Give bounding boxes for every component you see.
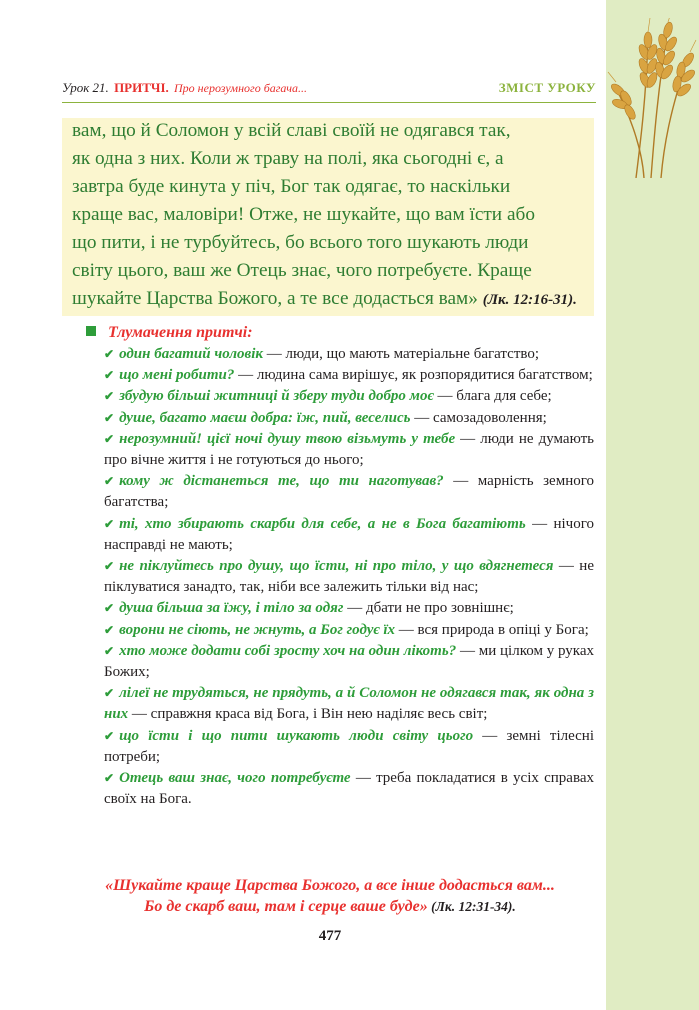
quote-reference: (Лк. 12:16-31). — [482, 292, 577, 308]
item-text: — вся природа в опіці у Бога; — [395, 621, 589, 638]
item-key: що їсти і що пити шукають люди світу цього — [119, 727, 474, 744]
list-item — [104, 429, 594, 471]
quote-line: світу цього, ваш же Отець знає, чого потребуєте. Краще — [72, 260, 532, 281]
green-square-icon — [86, 326, 96, 336]
list-item — [104, 726, 594, 768]
checkmark-icon: ✔ — [104, 431, 115, 446]
list-item — [104, 386, 594, 407]
checkmark-icon: ✔ — [104, 601, 115, 616]
closing-quote — [0, 875, 660, 917]
item-text: — блага для себе; — [433, 388, 552, 405]
closing-quote-text: Бо де скарб ваш, там і серце ваше буде» — [144, 898, 428, 915]
interpretation-heading — [86, 324, 253, 342]
item-text: — дбати не про зовнішнє; — [343, 600, 514, 617]
item-text: — треба покладатися в усіх справах своїх на Бога. — [104, 770, 594, 808]
closing-quote-line-2 — [0, 896, 660, 917]
checkmark-icon: ✔ — [104, 771, 115, 786]
lesson-title — [62, 80, 307, 96]
interpretation-list — [104, 344, 594, 810]
interpretation-title: Тлумачення притчі: — [108, 324, 253, 341]
section-label: ЗМІСТ УРОКУ — [498, 80, 596, 95]
item-key: Отець ваш знає, чого потребуєте — [119, 770, 351, 787]
item-text: — самозадоволення; — [410, 409, 547, 426]
checkmark-icon: ✔ — [104, 643, 115, 658]
item-text: — марність земного багатства; — [104, 473, 594, 511]
checkmark-icon: ✔ — [104, 347, 115, 361]
item-text: — нічого насправді не мають; — [104, 515, 594, 553]
lesson-number: Урок 21. — [62, 80, 109, 95]
quote-line: завтра буде кинута у піч, Бог так одягає, то наскільки — [72, 176, 511, 197]
list-item — [104, 408, 594, 429]
list-item — [104, 471, 594, 513]
item-text: — людина сама вирішує, як розпорядитися багатством; — [234, 367, 593, 384]
page-number: 477 — [318, 928, 342, 944]
quote-line — [72, 288, 577, 310]
checkmark-icon: ✔ — [104, 474, 115, 489]
quote-line: що пити, і не турбуйтесь, бо всього того шукають люди — [72, 232, 529, 253]
lesson-topic: ПРИТЧІ. — [114, 80, 169, 95]
checkmark-icon: ✔ — [104, 516, 115, 531]
closing-quote-reference: (Лк. 12:31-34). — [427, 899, 516, 914]
item-text: — люди не думають про вічне життя і не готуються до нього; — [104, 430, 594, 469]
item-key: хто може додати собі зросту хоч на один лікоть? — [119, 642, 457, 659]
quote-last-text: шукайте Царства Божого, а те все додасться вам» — [72, 288, 478, 309]
list-item — [104, 598, 594, 619]
item-key: не піклуйтесь про душу, що їсти, ні про тіло, у що вдягнетеся — [119, 558, 554, 575]
checkmark-icon: ✔ — [104, 389, 115, 404]
wheat-ears-icon — [606, 18, 699, 178]
item-key: ті, хто збирають скарби для себе, а не в Бога багатіють — [119, 515, 526, 532]
item-key: що мені робити? — [119, 367, 235, 384]
checkmark-icon: ✔ — [104, 410, 115, 425]
item-key: душа більша за їжу, і тіло за одяг — [119, 600, 344, 617]
item-key: збудую більші житниці й зберу туди добро моє — [119, 388, 434, 405]
checkmark-icon: ✔ — [104, 622, 115, 637]
checkmark-icon: ✔ — [104, 686, 115, 701]
list-item — [104, 556, 594, 598]
item-text: — справжня краса від Бога, і Він нею наділяє весь світ; — [128, 706, 488, 723]
quote-line: краще вас, маловіри! Отже, не шукайте, що вам їсти або — [72, 204, 535, 225]
list-item — [104, 620, 594, 641]
item-text: — земні тілесні потреби; — [104, 727, 594, 765]
item-key: кому ж дістанеться те, що ти наготував? — [119, 473, 444, 490]
item-text: — люди, що мають матеріальне багатство; — [263, 346, 540, 362]
quote-line: вам, що й Соломон у всій славі своїй не одягався так, — [72, 120, 511, 141]
item-key: нерозумний! цієї ночі душу твою візьмуть у тебе — [119, 430, 456, 447]
item-key: душе, багато маєш добра: їж, пий, веселись — [119, 409, 411, 426]
list-item — [104, 683, 594, 725]
page-header — [62, 78, 596, 103]
list-item — [104, 641, 594, 683]
checkmark-icon: ✔ — [104, 368, 115, 383]
item-text: — ми цілком у руках Божих; — [104, 642, 595, 681]
list-item — [104, 344, 594, 365]
quote-line: як одна з них. Коли ж траву на полі, яка сьогодні є, а — [72, 148, 504, 169]
checkmark-icon: ✔ — [104, 728, 115, 743]
closing-quote-line-1: «Шукайте краще Царства Божого, а все інше додасться вам... — [105, 877, 555, 894]
lesson-subtopic: Про нерозумного багача... — [174, 81, 307, 95]
scripture-quote-box — [62, 118, 594, 316]
checkmark-icon: ✔ — [104, 559, 115, 574]
item-text: — не піклуватися занадто, так, ніби все залежить тільки від нас; — [104, 558, 594, 596]
item-key: ворони не сіють, не жнуть, а Бог годує їх — [119, 621, 395, 638]
item-key: один багатий чоловік — [119, 346, 264, 362]
item-key: лілеї не трудяться, не прядуть, а й Соломон не одягався так, як одна з них — [104, 685, 594, 723]
list-item — [104, 365, 594, 386]
list-item — [104, 514, 594, 556]
list-item — [104, 768, 594, 810]
